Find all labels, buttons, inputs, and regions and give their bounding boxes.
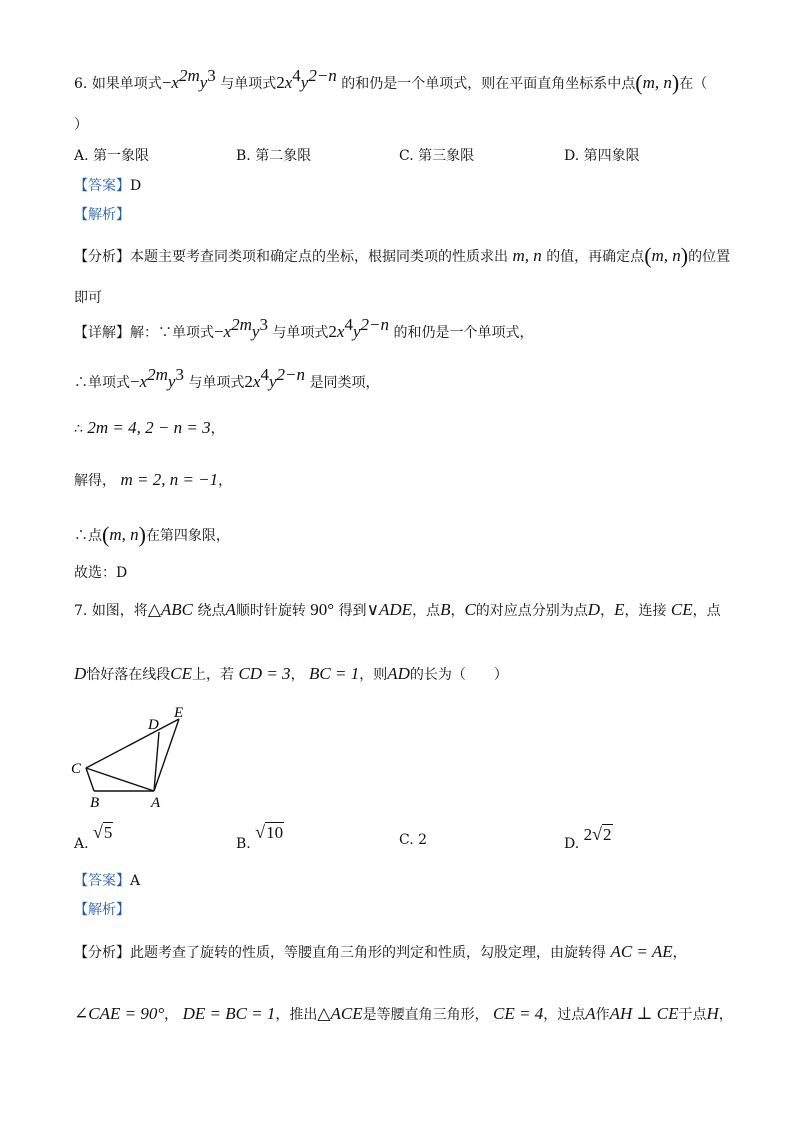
equation-1: 2m = 4, 2 − n = 3 — [87, 418, 211, 437]
q6-option-a: A. 第一象限 — [74, 148, 150, 164]
q6-therefore-line3: ∴点(m, n)在第四象限， — [74, 522, 230, 547]
q7-options — [74, 822, 740, 852]
q6-answer: 【答案】D — [74, 178, 142, 194]
equation-2: m = 2, n = −1 — [120, 470, 219, 489]
q7-geometry-figure — [66, 705, 206, 810]
q7-stem-line2: D恰好落在线段CE上，若 CD = 3， BC = 1，则AD的长为（ ） — [74, 664, 508, 683]
segment-ca — [86, 768, 154, 791]
q7-option-c: C. 2 — [399, 832, 428, 848]
q6-stem-line2: ） — [74, 117, 88, 133]
q7-fenxi-line2: ∠CAE = 90°， DE = BC = 1，推出△ACE是等腰直角三角形， CE = 4，过点A作AH ⊥ CE于点H， — [74, 1004, 733, 1023]
label-c: C — [71, 761, 82, 777]
q6-option-b: B. 第二象限 — [236, 148, 312, 164]
q6-analysis-tag: 【解析】 — [74, 207, 130, 223]
q7-option-a: A. √5 — [74, 822, 113, 852]
q6-detail-line1: 【详解】解：∵单项式$-x^{2m}y^3$ 与单项式$2x^4y^{2-n}$ 的和仍是一个单项式， — [74, 315, 534, 341]
q6-option-c: C. 第三象限 — [399, 148, 475, 164]
q6-choose: 故选：D — [74, 565, 128, 581]
q7-number: 7. — [74, 603, 88, 619]
q6-number: 6. — [74, 76, 88, 92]
segment-cb — [86, 768, 94, 791]
q6-fenxi-line2: 即可 — [74, 290, 102, 306]
q7-option-b: B. √10 — [236, 822, 284, 852]
label-a: A — [151, 795, 161, 810]
q7-option-d: D. 2√2 — [564, 824, 612, 852]
q6-fenxi-line1: 【分析】本题主要考查同类项和确定点的坐标，根据同类项的性质求出 m, n 的值，再确定点(m, n)的位置 — [74, 243, 731, 268]
q6-option-d: D. 第四象限 — [564, 148, 640, 164]
q7-fenxi-line1: 【分析】此题考查了旋转的性质，等腰直角三角形的判定和性质，勾股定理，由旋转得 AC = AE， — [74, 942, 687, 961]
q6-therefore-line1: ∴单项式$-x^{2m}y^3$ 与单项式$2x^4y^{2-n}$ 是同类项， — [74, 365, 380, 391]
q6-solve-line: 解得， m = 2, n = −1， — [74, 470, 233, 489]
label-b: B — [90, 795, 100, 810]
label-e: E — [174, 705, 184, 721]
q7-stem-line1: 7. 如图，将△ABC 绕点A顺时针旋转 90° 得到∨ADE，点B，C的对应点分别为点D，E，连接 CE，点 — [74, 600, 721, 619]
q7-answer: 【答案】A — [74, 873, 141, 889]
q6-therefore-line2: ∴ 2m = 4, 2 − n = 3， — [74, 418, 225, 437]
q7-analysis-tag: 【解析】 — [74, 902, 130, 918]
q6-stem-line1: 6. 如果单项式$-x^{2m}y^3$ 与单项式$2x^4y^{2-n}$ 的和仍是一个单项式，则在平面直角坐标系中点(m, n)在（ — [74, 66, 708, 95]
label-d: D — [148, 717, 159, 733]
